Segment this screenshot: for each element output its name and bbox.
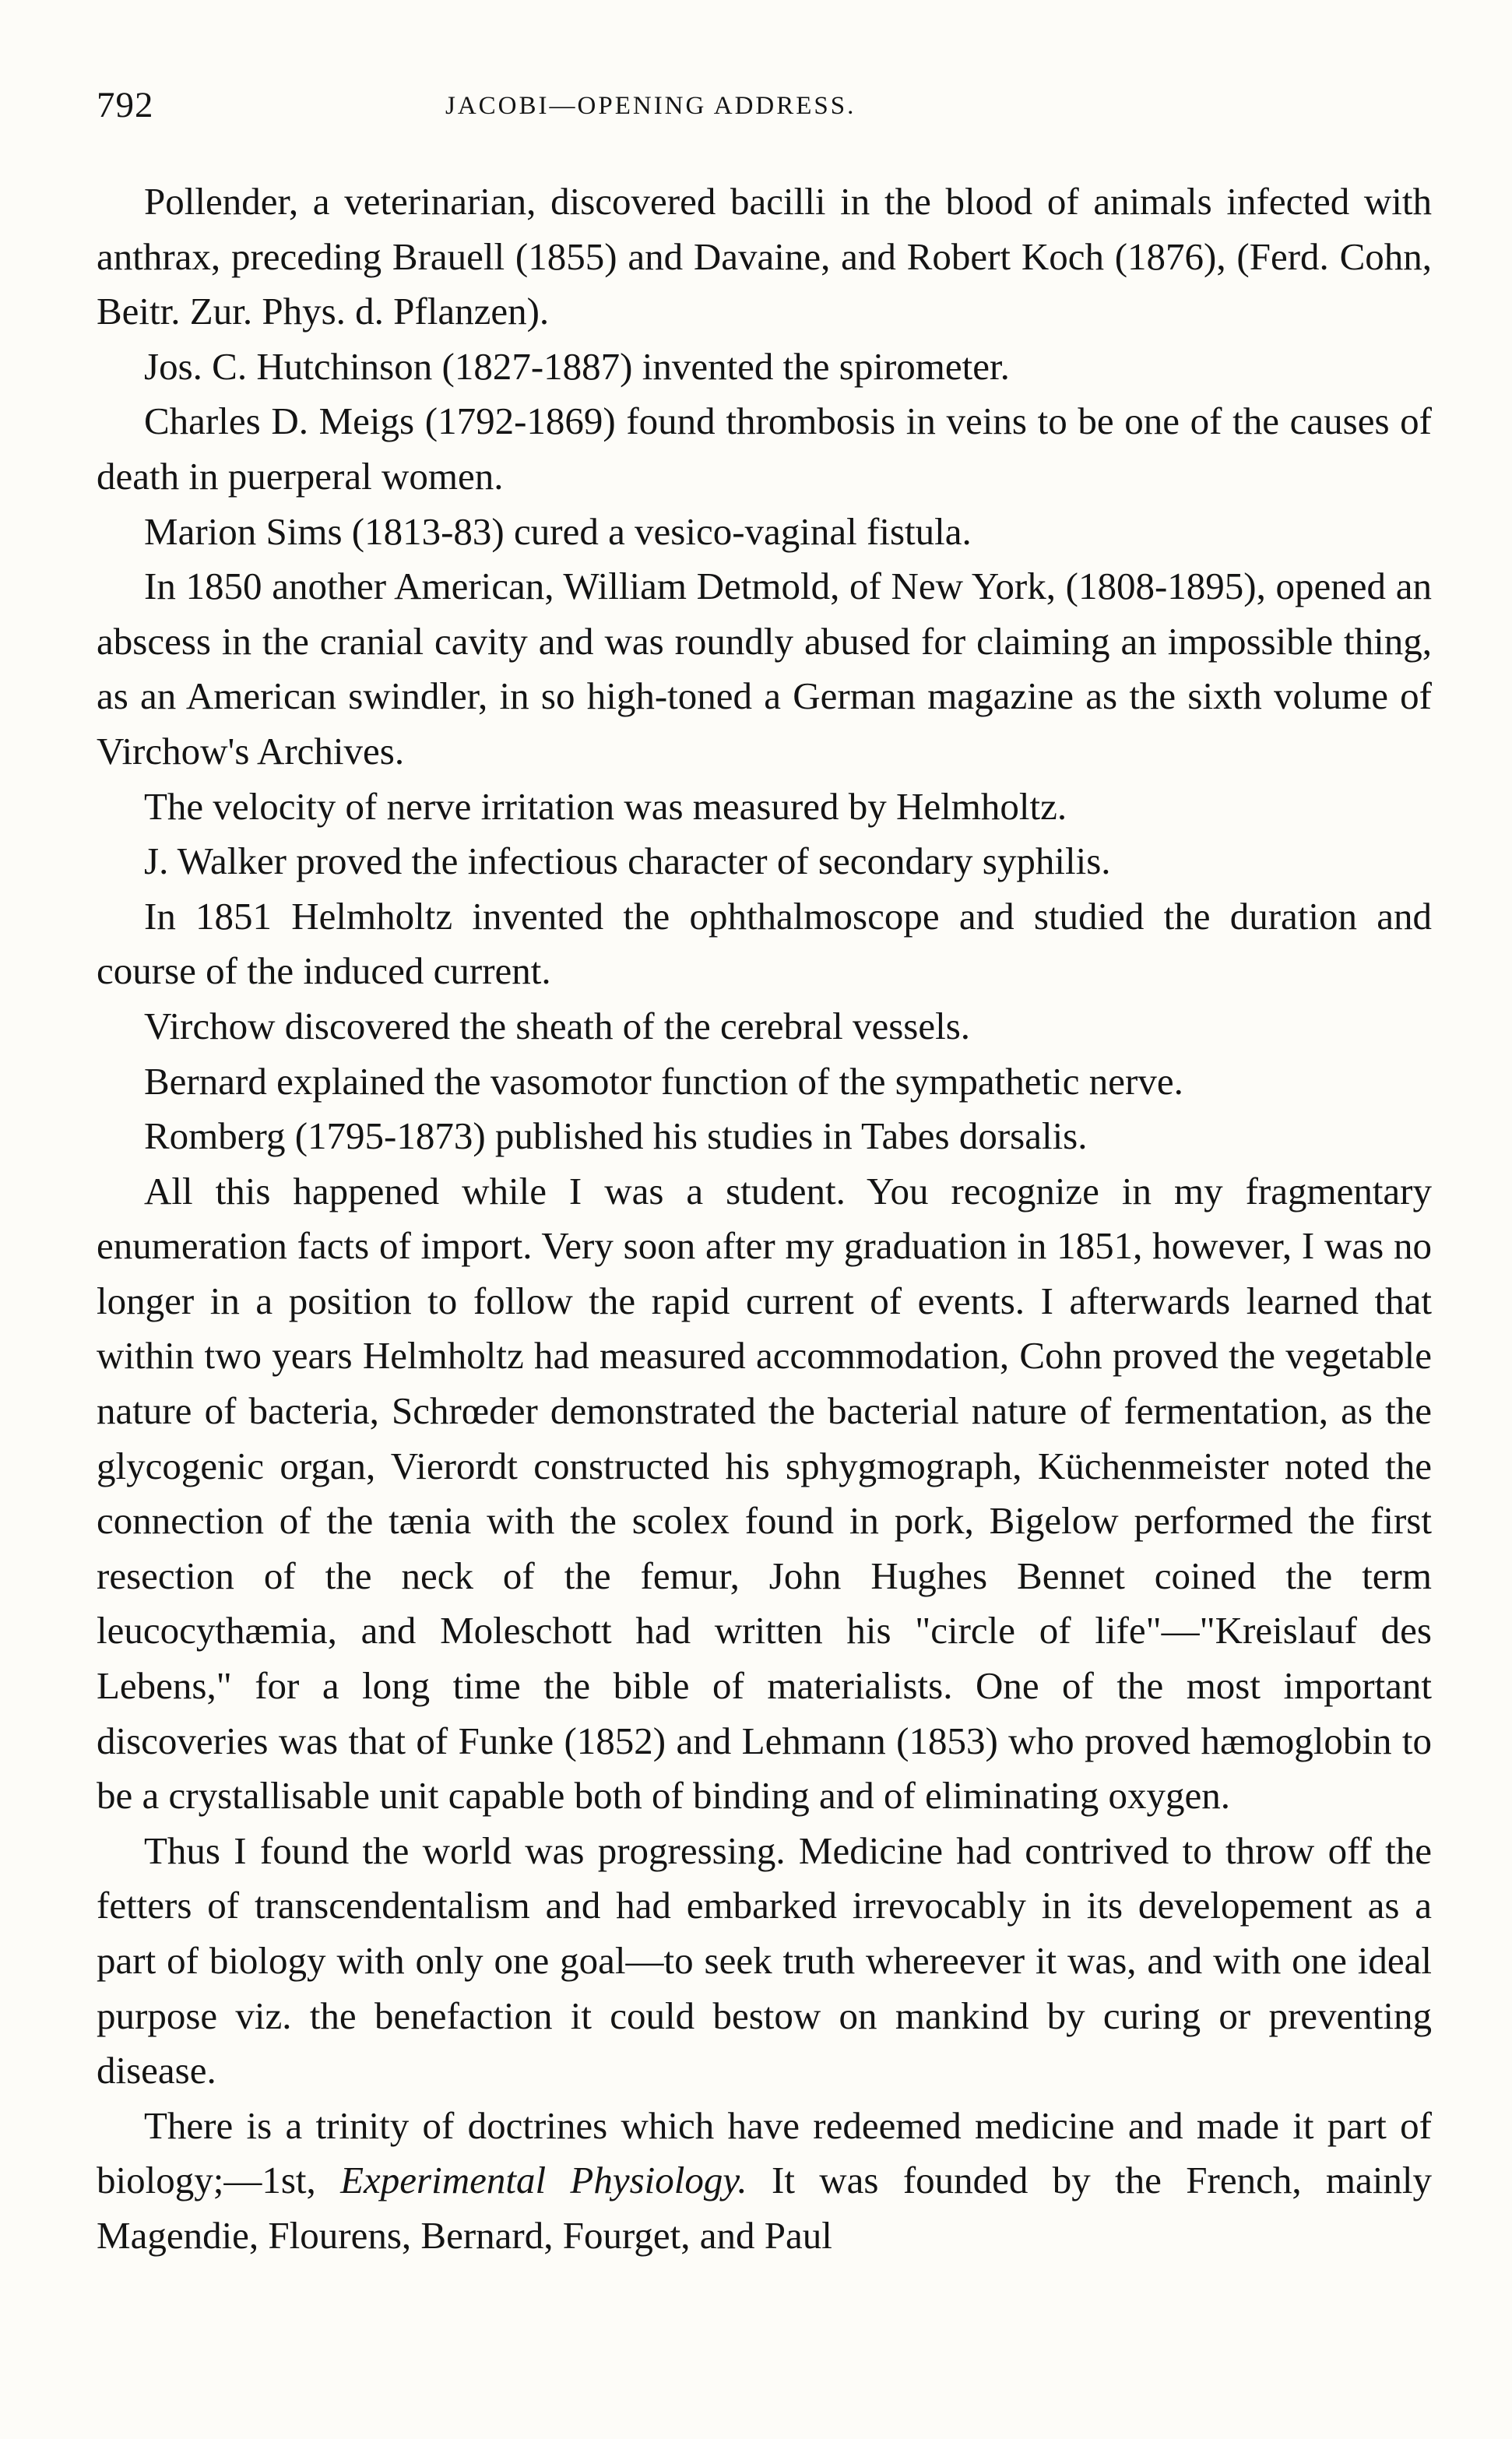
page-header — [97, 84, 1432, 131]
paragraph-meigs: Charles D. Meigs (1792-1869) found thrombosis in veins to be one of the causes of death in puerperal women. — [97, 399, 1432, 498]
trinity-text-after: It was founded by the French, mainly Magendie, Flourens, Bernard, Fourget, and Paul — [97, 2159, 1432, 2257]
paragraph-ophthalmoscope: In 1851 Helmholtz invented the ophthalmoscope and studied the duration and course of the induced current. — [97, 894, 1432, 993]
running-title: JACOBI—OPENING ADDRESS. — [445, 92, 856, 120]
paragraph-pollender: Pollender, a veterinarian, discovered bacilli in the blood of animals infected with anthrax, preceding Brauell (1855) and Davaine, and Robert Koch (1876), (Ferd. Cohn, Beitr. Zur. Phys. d. Pflanzen). — [97, 180, 1432, 333]
trinity-text-before: There is a trinity of doctrines which have redeemed medicine and made it part of biology;—1st, — [97, 2103, 1432, 2202]
paragraph-bernard: Bernard explained the vasomotor function of the sympathetic nerve. — [144, 1059, 1183, 1103]
paragraph-nerve-velocity: The velocity of nerve irritation was measured by Helmholtz. — [144, 784, 1067, 828]
paragraph-walker: J. Walker proved the infectious character of secondary syphilis. — [144, 839, 1111, 883]
paragraph-student-years: All this happened while I was a student. You recognize in my fragmentary enumeration facts of import. Very soon after my graduation in 1851, however, I was no longer in a position to follow the rapid current of events. I afterwards learned that within two years Helmholtz had measured accommodation, Cohn proved the vegetable nature of bacteria, Schrœder demonstrated the bacterial nature of fermentation, as the glycogenic organ, Vierordt constructed his sphygmograph, Küchenmeister noted the connection of the tænia with the scolex found in pork, Bigelow performed the first resection of the neck of the femur, John Hughes Bennet coined the term leucocythæmia, and Moleschott had written his "circle of life"—"Kreislauf des Lebens," for a long time the bible of materialists. One of the most important discoveries was that of Funke (1852) and Lehmann (1853) who proved hæmoglobin to be a crystallisable unit capable both of binding and of eliminating oxygen. — [97, 1169, 1432, 1818]
paragraph-romberg: Romberg (1795-1873) published his studies in Tabes dorsalis. — [144, 1114, 1088, 1158]
trinity-italic-term: Experimental Physiology. — [340, 2159, 747, 2202]
paragraph-progress: Thus I found the world was progressing. Medicine had contrived to throw off the fetters of transcendentalism and had embarked irrevocably in its developement as a part of biology with only one goal—to seek truth whereever it was, and with one ideal purpose viz. the benefaction it could bestow on mankind by curing or preventing disease. — [97, 1828, 1432, 2092]
page-number: 792 — [97, 85, 154, 125]
paragraph-virchow: Virchow discovered the sheath of the cerebral vessels. — [144, 1004, 971, 1047]
paragraph-trinity — [97, 2099, 1432, 2264]
paragraph-sims: Marion Sims (1813-83) cured a vesico-vaginal fistula. — [144, 509, 972, 553]
book-page — [97, 84, 1432, 2264]
paragraph-hutchinson: Jos. C. Hutchinson (1827-1887) invented the spirometer. — [144, 344, 1010, 388]
paragraph-detmold: In 1850 another American, William Detmold, of New York, (1808-1895), opened an abscess in the cranial cavity and was roundly abused for claiming an impossible thing, as an American swindler, in so high-toned a German magazine as the sixth volume of Virchow's Archives. — [97, 565, 1432, 773]
body-text — [97, 174, 1432, 2264]
